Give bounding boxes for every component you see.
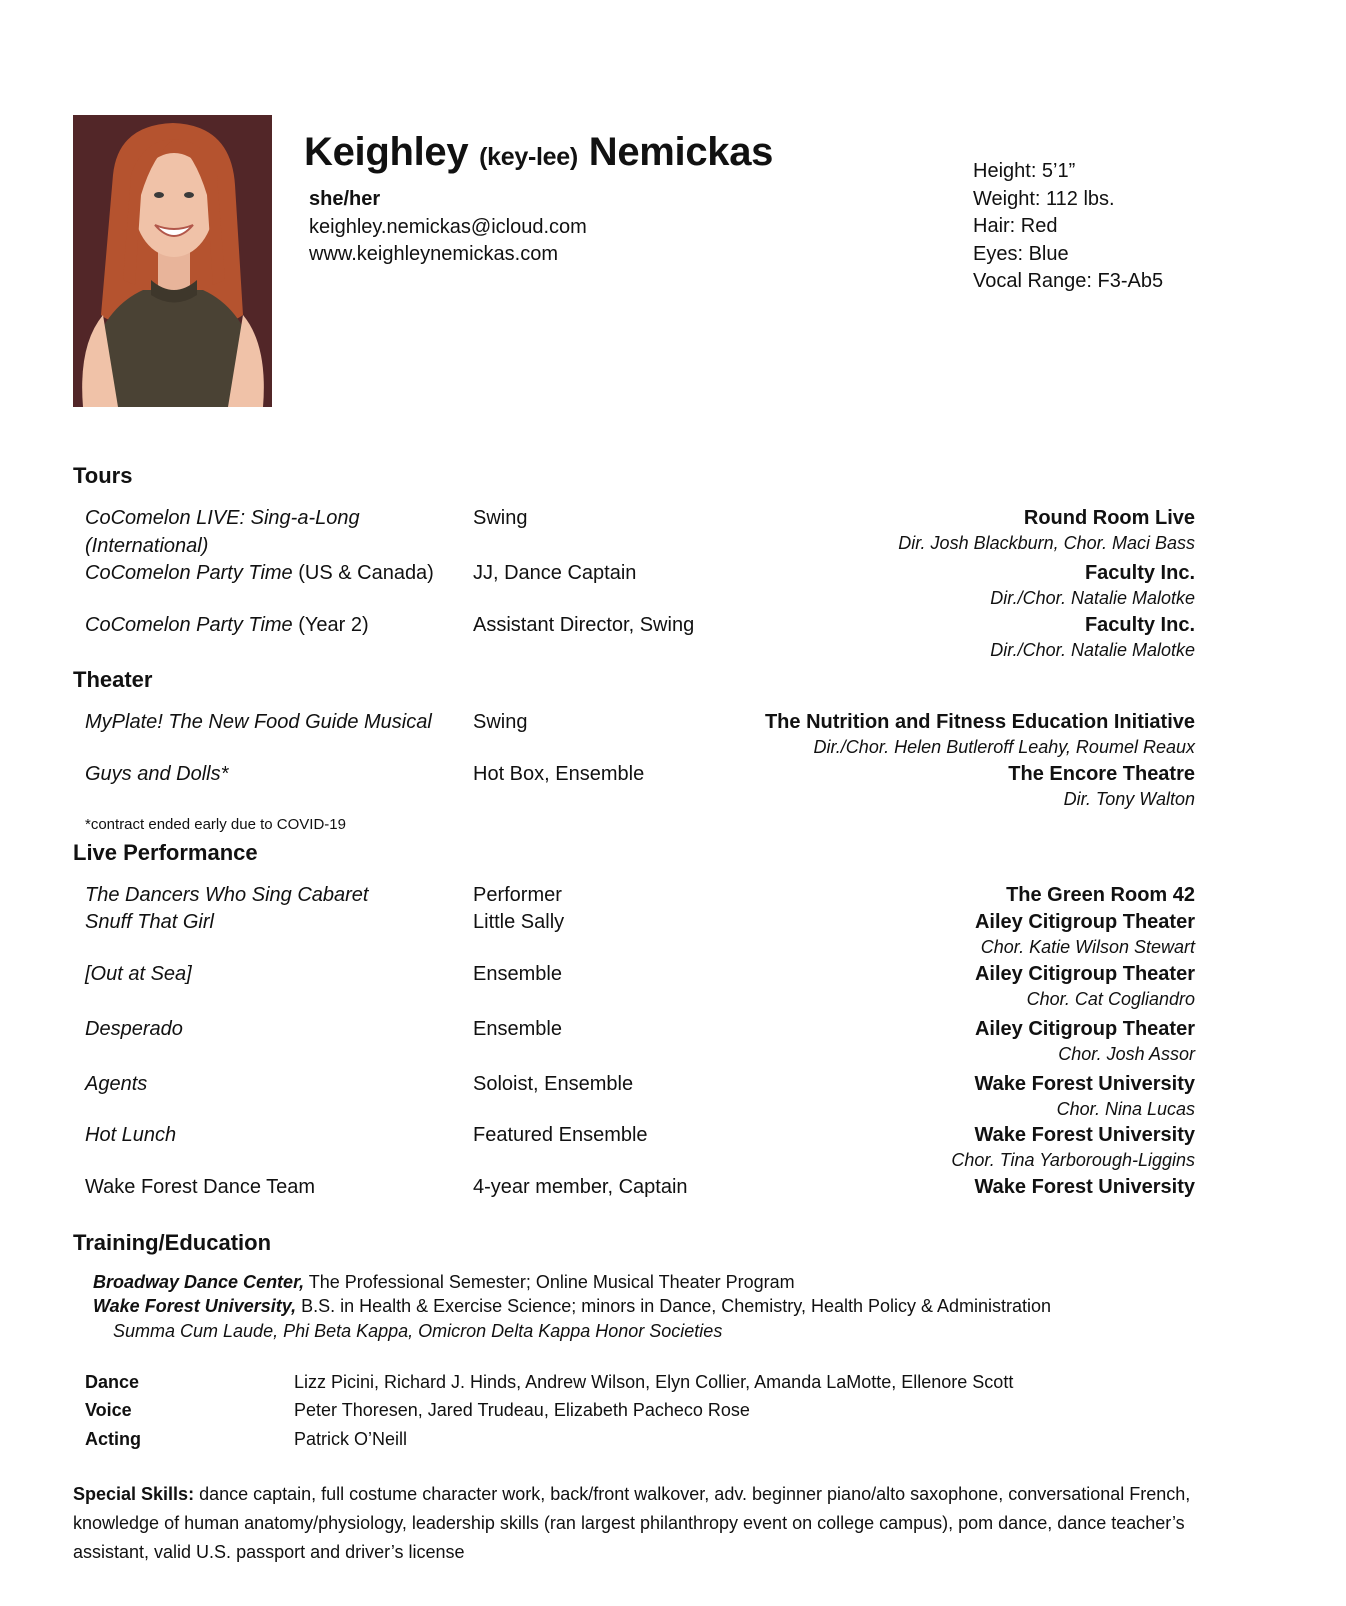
stat-hair: Hair: Red [973,215,1058,237]
credit-role: Swing [473,711,528,733]
headshot-illustration [73,115,272,407]
credit-role: JJ, Dance Captain [473,562,637,584]
credit-show [85,1173,465,1201]
credit-show [85,1015,465,1043]
stat-eyes: Eyes: Blue [973,242,1069,265]
credit-show [85,611,465,639]
credit-row [85,960,1195,1014]
education-wfu-name: Wake Forest University, [93,1296,297,1316]
credit-role: Assistant Director, Swing [473,614,695,636]
credit-venue: Faculty Inc. [1084,614,1195,636]
theater-footnote: *contract ended early due to COVID-19 [85,816,346,833]
credit-director: Dir. Tony Walton [1063,789,1195,809]
section-title-tours: Tours [73,463,133,488]
credit-role: Performer [473,884,562,906]
credit-director: Chor. Nina Lucas [1056,1099,1195,1119]
credit-show [85,881,465,909]
credit-venue: Wake Forest University [974,1073,1195,1095]
credit-show [85,708,473,736]
teacher-label: Voice [85,1400,132,1420]
special-skills-text: dance captain, full costume character work, back/front walkover, adv. beginner piano/alto saxophone, conversational French, knowledge of human anatomy/physiology, leadership skills (ran largest philanthropy event on college campus), pom dance, dance teacher’s assistant, valid U.S. passport and driver’s license [73,1484,1191,1562]
section-title-live: Live Performance [73,840,258,865]
teacher-names: Peter Thoresen, Jared Trudeau, Elizabeth Pacheco Rose [294,1400,750,1420]
credit-venue: The Green Room 42 [1006,884,1195,906]
credit-show-title: Hot Lunch [85,1124,177,1146]
credit-show-suffix: (US & Canada) [292,562,434,584]
credit-venue: Wake Forest University [974,1124,1195,1146]
last-name: Nemickas [588,130,774,174]
credit-row [85,760,1195,814]
credit-show-title: The Dancers Who Sing Cabaret [85,884,369,906]
credit-venue: The Nutrition and Fitness Education Initiative [764,711,1195,733]
credit-role: Ensemble [473,1018,562,1040]
teacher-names: Patrick O’Neill [294,1429,408,1449]
credit-show-title: CoComelon Party Time [85,614,293,636]
credit-row [85,504,1195,558]
special-skills-label: Special Skills: [73,1484,195,1504]
credit-row [85,611,1195,665]
teacher-label: Acting [85,1429,141,1449]
credit-role: Ensemble [473,963,562,985]
pronouns: she/her [309,188,381,210]
credit-row [85,1015,1195,1069]
credit-row [85,1121,1195,1175]
credit-venue: Wake Forest University [974,1176,1195,1198]
credit-role: Featured Ensemble [473,1124,648,1146]
physical-stats [973,158,1163,296]
credit-row [85,1173,1195,1227]
credit-show-suffix: Wake Forest Dance Team [85,1176,316,1198]
stat-height: Height: 5’1” [973,160,1076,182]
credit-role: Little Sally [473,911,565,933]
credit-show [85,1070,465,1098]
teacher-label: Dance [85,1372,140,1392]
credit-show-title: Agents [85,1073,148,1095]
credit-show-title: MyPlate! The New Food Guide Musical [85,711,432,733]
credit-venue: Faculty Inc. [1084,562,1195,584]
education-bdc-name: Broadway Dance Center, [93,1272,305,1292]
credit-show [85,504,465,560]
credit-show-suffix: (Year 2) [292,614,369,636]
special-skills [73,1480,1213,1567]
education-bdc [93,1272,795,1293]
credit-show-title: CoComelon LIVE: Sing-a-Long (International) [85,507,360,557]
teacher-names: Lizz Picini, Richard J. Hinds, Andrew Wilson, Elyn Collier, Amanda LaMotte, Ellenore Scott [294,1372,1014,1392]
stat-weight: Weight: 112 lbs. [973,187,1115,210]
credit-director: Dir./Chor. Natalie Malotke [990,640,1195,660]
credit-show [85,1121,465,1149]
credit-director: Dir./Chor. Natalie Malotke [990,588,1195,608]
name-pronunciation: (key-lee) [479,143,578,171]
section-title-training: Training/Education [73,1230,272,1255]
credit-show-title: Desperado [85,1018,183,1040]
website-link[interactable]: www.keighleynemickas.com [309,243,558,265]
credit-role: Soloist, Ensemble [473,1073,634,1095]
credit-show-title: Snuff That Girl [85,911,214,933]
performer-name [304,130,773,175]
credit-show-title: [Out at Sea] [85,963,192,985]
credit-role: Hot Box, Ensemble [473,763,645,785]
section-title-theater: Theater [73,667,153,692]
credit-row [85,559,1195,613]
credit-director: Chor. Josh Assor [1058,1044,1195,1064]
credit-venue: Round Room Live [1023,507,1195,529]
credit-venue: Ailey Citigroup Theater [974,911,1195,933]
credit-show [85,559,465,587]
credit-show [85,908,465,936]
first-name: Keighley [304,130,469,174]
credit-show [85,960,465,988]
credit-director: Chor. Tina Yarborough-Liggins [951,1150,1195,1170]
credit-row [85,708,1195,762]
credit-venue: Ailey Citigroup Theater [974,1018,1195,1040]
credit-show-title: Guys and Dolls* [85,763,229,785]
contact-info [309,186,587,269]
stat-vocal-range: Vocal Range: F3-Ab5 [973,270,1164,292]
education-bdc-desc: The Professional Semester; Online Musical Theater Program [304,1272,795,1292]
credit-show [85,760,465,788]
credit-director: Chor. Cat Cogliandro [1026,989,1195,1009]
credit-role: Swing [473,507,528,529]
credit-row [85,1070,1195,1124]
credit-venue: The Encore Theatre [1008,763,1195,785]
education-wfu [93,1296,1051,1317]
credit-venue: Ailey Citigroup Theater [974,963,1195,985]
headshot-photo [73,115,272,407]
education-wfu-desc: B.S. in Health & Exercise Science; minors in Dance, Chemistry, Health Policy & Administration [296,1296,1052,1316]
email-link[interactable]: keighley.nemickas@icloud.com [309,215,587,238]
credit-director: Chor. Katie Wilson Stewart [980,937,1195,957]
credit-director: Dir./Chor. Helen Butleroff Leahy, Roumel Reaux [813,737,1195,757]
credit-role: 4-year member, Captain [473,1176,688,1198]
credit-director: Dir. Josh Blackburn, Chor. Maci Bass [898,533,1195,553]
education-honors: Summa Cum Laude, Phi Beta Kappa, Omicron Delta Kappa Honor Societies [113,1321,723,1341]
credit-row [85,908,1195,962]
credit-show-title: CoComelon Party Time [85,562,293,584]
